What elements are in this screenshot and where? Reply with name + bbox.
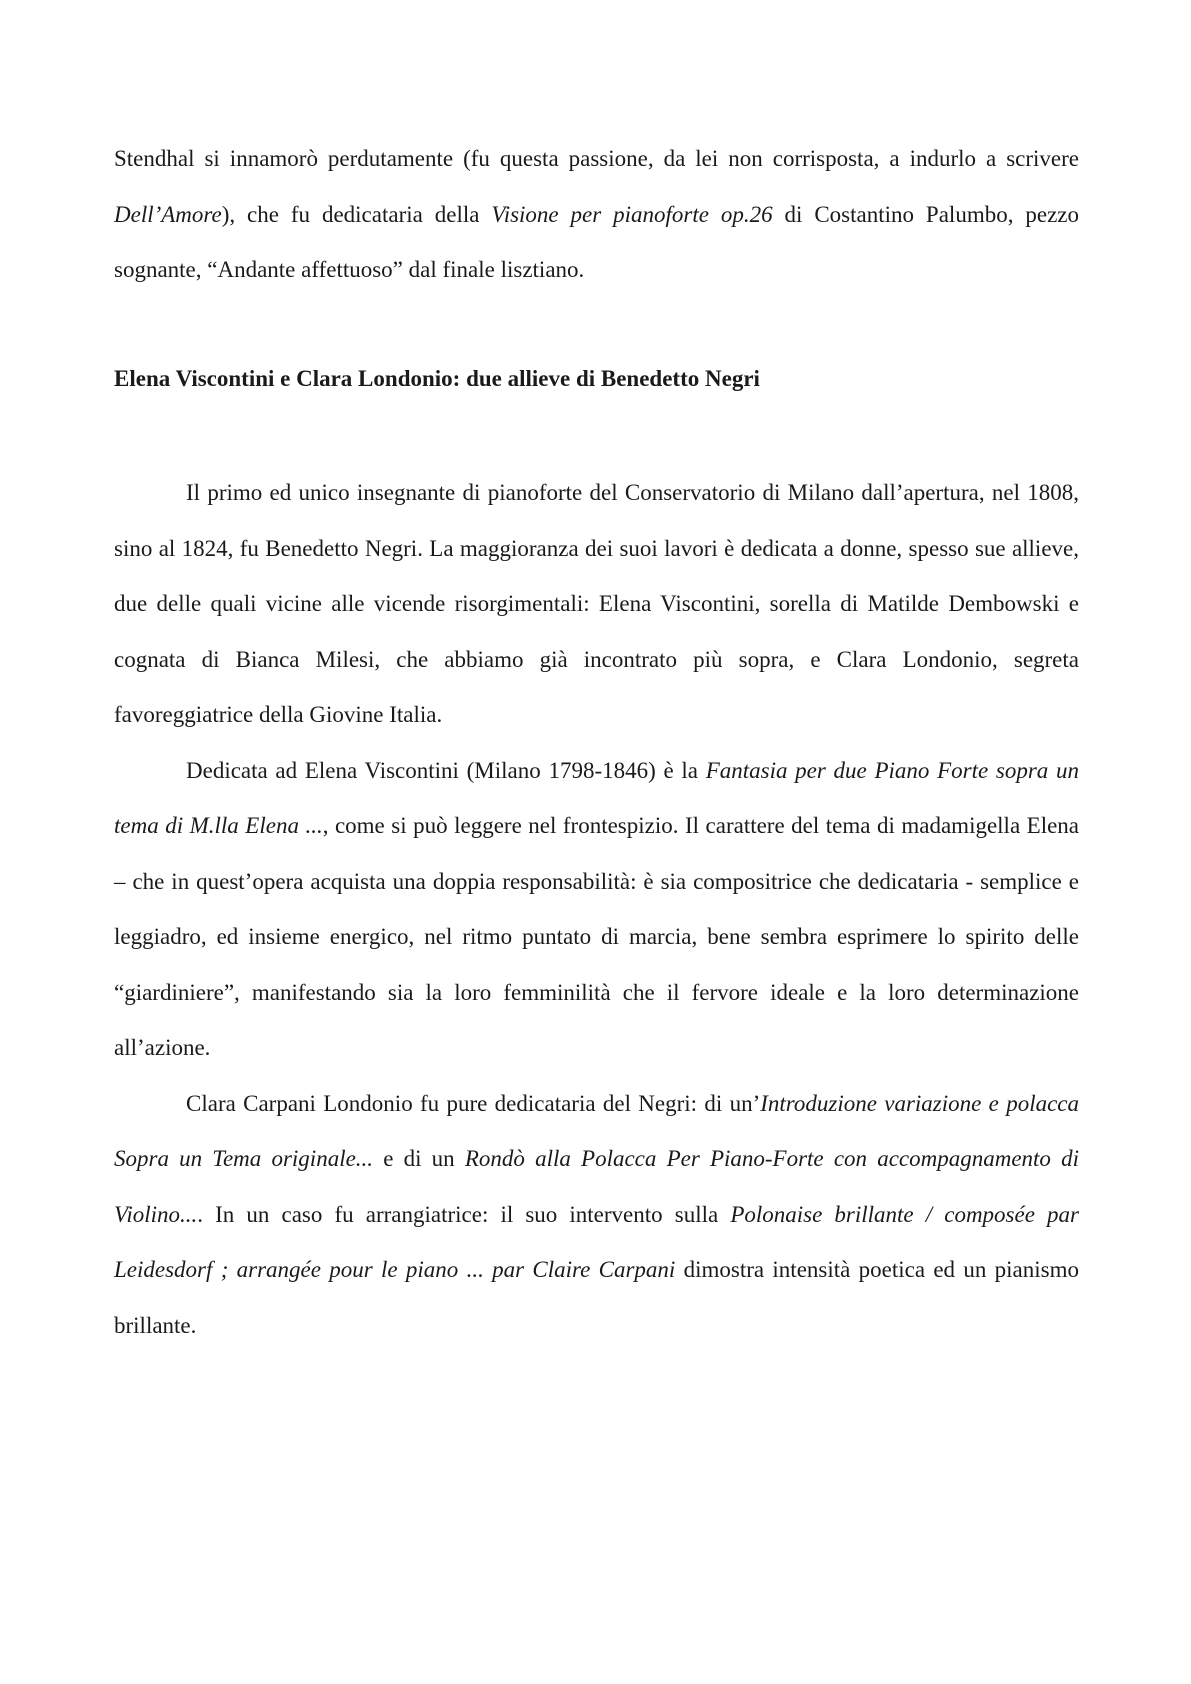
text-run: , come si può leggere nel frontespizio. Il carattere del tema di madamigella Elena – che in quest’opera acquista una doppia responsabilità: è sia compositrice che dedicataria - semplice e leggiadro, ed insieme energico, nel ritmo puntato di marcia, bene sembra esprimere lo spirito delle “giardiniere”, manifestando sia la loro femminilità che il fervore ideale e la loro determinazione all’azione. — [114, 813, 1080, 1060]
paragraph-viscontini — [114, 743, 1079, 1076]
paragraph-londonio — [114, 1076, 1079, 1354]
main-text-block — [114, 465, 1079, 1353]
intro-text-block — [114, 131, 1079, 298]
text-run: Stendhal si innamorò perdutamente (fu questa passione, da lei non corrisposta, a indurlo a scrivere — [114, 146, 1079, 171]
text-run: e di un — [373, 1146, 465, 1171]
text-run: dimostra intensità poetica ed un pianismo brillante. — [114, 1257, 1079, 1338]
italic-title: Visione per pianoforte op.26 — [491, 201, 773, 227]
italic-title: Introduzione variazione e polacca Sopra un Tema originale... — [114, 1090, 1080, 1171]
italic-title: Fantasia per due Piano Forte sopra un tema di M.lla Elena ... — [114, 757, 1080, 838]
section-heading: Elena Viscontini e Clara Londonio: due allieve di Benedetto Negri — [114, 366, 760, 391]
italic-title: Polonaise brillante / composée par Leidesdorf ; arrangée pour le piano ... par Claire Carpani — [114, 1201, 1079, 1282]
text-run: Dedicata ad Elena Viscontini (Milano 1798-1846) è la — [186, 757, 706, 783]
text-run: ), che fu dedicataria della — [221, 201, 492, 227]
text-run: Il primo ed unico insegnante di pianoforte del Conservatorio di Milano dall’apertura, nel 1808, sino al 1824, fu Benedetto Negri. La maggioranza dei suoi lavori è dedicata a donne, spesso sue allieve, due delle quali vicine alle vicende risorgimentali: Elena Viscontini, sorella di Matilde Dembowski e cognata di Bianca Milesi, che abbiamo già incontrato più sopra, e Clara Londonio, segreta favoreggiatrice della Giovine Italia. — [114, 480, 1079, 727]
text-run: Clara Carpani Londonio fu pure dedicataria del Negri: di un’ — [186, 1090, 761, 1116]
paragraph-negri — [114, 465, 1079, 743]
italic-title: Dell’Amore — [114, 201, 222, 227]
intro-paragraph — [114, 131, 1079, 298]
text-run: di Costantino Palumbo, pezzo sognante, “Andante affettuoso” dal finale lisztiano. — [114, 201, 1079, 282]
text-run: . In un caso fu arrangiatrice: il suo intervento sulla — [197, 1201, 731, 1227]
italic-title: Rondò alla Polacca Per Piano-Forte con accompagnamento di Violino... — [114, 1146, 1079, 1227]
